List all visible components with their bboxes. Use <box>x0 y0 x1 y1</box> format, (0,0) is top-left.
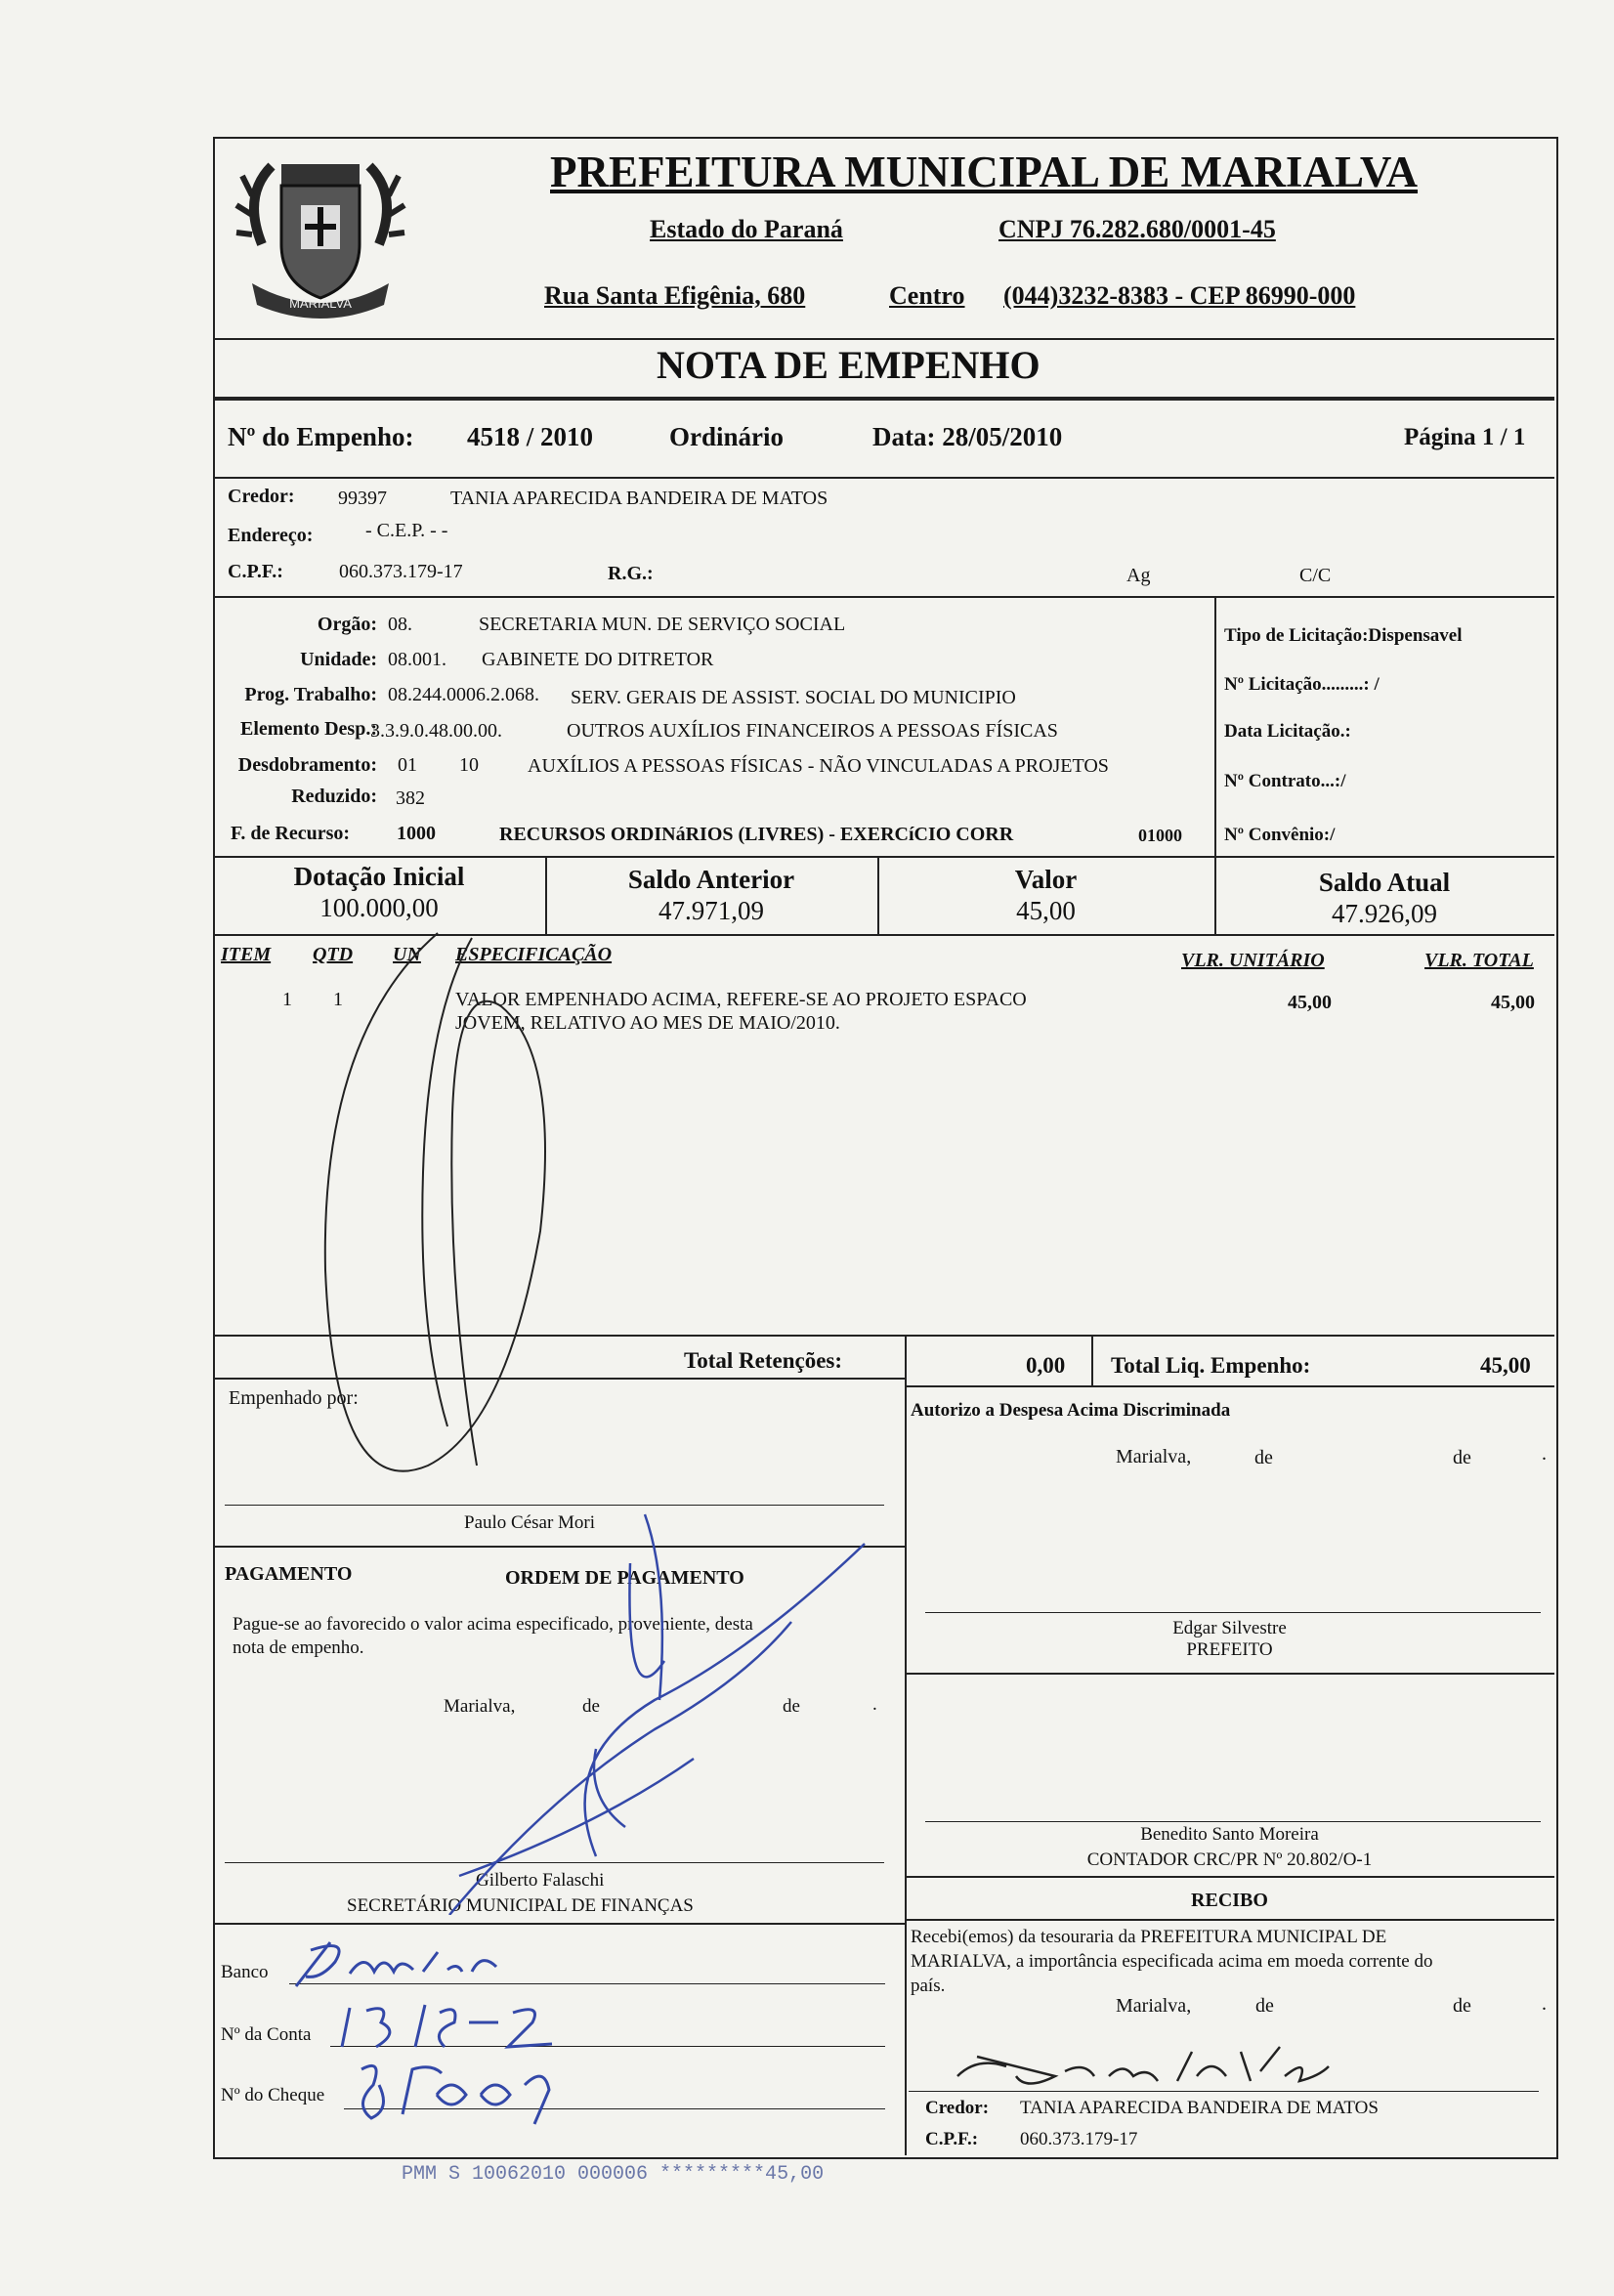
signature-empenhado <box>311 918 584 1524</box>
svg-text:MARIALVA: MARIALVA <box>289 296 352 311</box>
empenhado-name: Paulo César Mori <box>464 1512 596 1533</box>
phone-cep-label: (044)3232-8383 - CEP 86990-000 <box>1003 281 1356 310</box>
address-label: Endereço: <box>228 525 314 546</box>
coat-of-arms-logo <box>223 137 418 332</box>
licitacao-numero: Nº Licitação.........: / <box>1224 674 1380 695</box>
prefeito-role: PREFEITO <box>1186 1639 1273 1660</box>
licitacao-convenio: Nº Convênio:/ <box>1224 825 1336 845</box>
item-number: 1 <box>282 989 292 1010</box>
desdob-label: Desdobramento: <box>237 754 377 776</box>
elemento-code: 3.3.9.0.48.00.00. <box>370 720 502 742</box>
pagamento-de2: de <box>783 1696 800 1717</box>
licitacao-contrato: Nº Contrato...:/ <box>1224 771 1346 791</box>
col-qtd: QTD <box>313 944 354 965</box>
autorizo-city: Marialva, <box>1116 1446 1192 1467</box>
payment-stamp: PMM S 10062010 000006 *********45,00 <box>402 2163 825 2186</box>
ag-label: Ag <box>1126 565 1151 586</box>
orgao-desc: SECRETARIA MUN. DE SERVIÇO SOCIAL <box>479 614 846 635</box>
org-title: PREFEITURA MUNICIPAL DE MARIALVA <box>550 148 1419 196</box>
autorizo-text: Autorizo a Despesa Acima Discriminada <box>911 1400 1231 1421</box>
handwritten-cheque <box>344 2056 569 2128</box>
recibo-line1: Recebi(emos) da tesouraria da PREFEITURA MUNICIPAL DE <box>911 1927 1387 1947</box>
desdob-code2: 10 <box>459 754 479 776</box>
col-item: ITEM <box>221 944 272 965</box>
col-espec: ESPECIFICAÇÃO <box>455 944 613 965</box>
unidade-label: Unidade: <box>300 649 377 670</box>
recibo-de2: de <box>1453 1995 1471 2017</box>
reduzido-label: Reduzido: <box>291 786 377 807</box>
credor-label: Credor: <box>228 486 295 507</box>
item-unit-value: 45,00 <box>1288 992 1332 1013</box>
reduzido-value: 382 <box>396 787 425 809</box>
recibo-cpf-value: 060.373.179-17 <box>1020 2129 1138 2149</box>
pagamento-text-line2: nota de empenho. <box>233 1637 364 1658</box>
saldo-anterior-value: 47.971,09 <box>658 896 764 925</box>
elemento-desc: OUTROS AUXÍLIOS FINANCEIROS A PESSOAS FÍSICAS <box>567 720 1058 742</box>
recurso-code2: 01000 <box>1138 826 1182 845</box>
cc-label: C/C <box>1299 565 1332 586</box>
col-unit: VLR. UNITÁRIO <box>1181 950 1325 971</box>
prog-desc: SERV. GERAIS DE ASSIST. SOCIAL DO MUNICIPIO <box>571 687 1016 708</box>
valor-value: 45,00 <box>1016 896 1076 925</box>
empenho-label: Nº do Empenho: <box>228 422 414 451</box>
address-value: - C.E.P. - - <box>365 520 448 541</box>
autorizo-de1: de <box>1254 1447 1273 1468</box>
secretario-name: Gilberto Falaschi <box>476 1870 605 1891</box>
saldo-atual-value: 47.926,09 <box>1332 899 1437 928</box>
recibo-de1: de <box>1255 1995 1274 2017</box>
state-label: Estado do Paraná <box>650 215 843 243</box>
dotacao-label: Dotação Inicial <box>293 862 465 891</box>
recibo-city: Marialva, <box>1116 1995 1192 2017</box>
dotacao-value: 100.000,00 <box>319 893 439 922</box>
recibo-dot: . <box>1542 1993 1547 2015</box>
orgao-code: 08. <box>388 614 412 635</box>
cpf-value: 060.373.179-17 <box>339 561 463 582</box>
unidade-code: 08.001. <box>388 649 446 670</box>
retencoes-label: Total Retenções: <box>684 1348 843 1373</box>
item-total-value: 45,00 <box>1491 992 1535 1013</box>
pagamento-dot: . <box>872 1694 877 1715</box>
credor-name: TANIA APARECIDA BANDEIRA DE MATOS <box>450 488 828 509</box>
liquido-value: 45,00 <box>1480 1353 1531 1378</box>
unidade-desc: GABINETE DO DITRETOR <box>482 649 714 670</box>
empenho-type: Ordinário <box>669 422 785 451</box>
contador-role: CONTADOR CRC/PR Nº 20.802/O-1 <box>1086 1850 1373 1870</box>
street-label: Rua Santa Efigênia, 680 <box>544 281 806 310</box>
item-desc-line2: JOVEM, RELATIVO AO MES DE MAIO/2010. <box>455 1012 840 1034</box>
prog-code: 08.244.0006.2.068. <box>388 684 539 705</box>
contador-name: Benedito Santo Moreira <box>1140 1824 1319 1845</box>
pagamento-text-line1: Pague-se ao favorecido o valor acima especificado, proveniente, desta <box>233 1614 753 1635</box>
cheque-label: Nº do Cheque <box>221 2085 325 2105</box>
saldo-anterior-label: Saldo Anterior <box>627 865 795 894</box>
banco-label: Banco <box>221 1962 269 1982</box>
col-total: VLR. TOTAL <box>1424 950 1534 971</box>
retencoes-value: 0,00 <box>1026 1353 1066 1378</box>
handwritten-banco <box>291 1933 516 2001</box>
recurso-label: F. de Recurso: <box>231 823 351 844</box>
licitacao-data: Data Licitação.: <box>1224 721 1351 742</box>
district-label: Centro <box>889 281 965 310</box>
empenhado-label: Empenhado por: <box>229 1387 359 1409</box>
recibo-title: RECIBO <box>1191 1890 1268 1911</box>
recibo-line3: país. <box>911 1976 946 1996</box>
valor-label: Valor <box>1014 865 1078 894</box>
elemento-label: Elemento Desp.: <box>240 718 377 740</box>
autorizo-dot: . <box>1542 1443 1547 1465</box>
col-un: UN <box>393 944 421 965</box>
signature-secretario <box>401 1505 870 1915</box>
desdob-desc: AUXÍLIOS A PESSOAS FÍSICAS - NÃO VINCULADAS A PROJETOS <box>528 755 1109 777</box>
prefeito-name: Edgar Silvestre <box>1172 1618 1287 1638</box>
recibo-line2: MARIALVA, a importância especificada acima em moeda corrente do <box>911 1951 1433 1972</box>
pagamento-city: Marialva, <box>444 1696 516 1717</box>
cpf-label: C.P.F.: <box>228 561 283 582</box>
autorizo-de2: de <box>1453 1447 1471 1468</box>
empenho-date: Data: 28/05/2010 <box>872 422 1063 451</box>
licitacao-tipo: Tipo de Licitação:Dispensavel <box>1224 625 1463 646</box>
ordem-pagamento-title: ORDEM DE PAGAMENTO <box>505 1567 744 1589</box>
item-desc-line1: VALOR EMPENHADO ACIMA, REFERE-SE AO PROJETO ESPACO <box>455 989 1027 1010</box>
cnpj-label: CNPJ 76.282.680/0001-45 <box>998 215 1276 243</box>
page-number: Página 1 / 1 <box>1404 424 1526 450</box>
handwritten-conta <box>332 1993 567 2062</box>
recibo-credor-name: TANIA APARECIDA BANDEIRA DE MATOS <box>1020 2098 1379 2118</box>
pagamento-title: PAGAMENTO <box>225 1563 353 1585</box>
liquido-label: Total Liq. Empenho: <box>1111 1353 1311 1378</box>
recurso-code: 1000 <box>397 823 436 844</box>
secretario-role: SECRETÁRIO MUNICIPAL DE FINANÇAS <box>347 1895 694 1916</box>
recibo-credor-label: Credor: <box>925 2098 990 2118</box>
doc-title: NOTA DE EMPENHO <box>657 343 1041 387</box>
pagamento-de1: de <box>582 1696 600 1717</box>
recurso-desc: RECURSOS ORDINáRIOS (LIVRES) - EXERCíCIO CORR <box>499 824 1014 845</box>
recibo-cpf-label: C.P.F.: <box>925 2129 979 2149</box>
item-qtd: 1 <box>333 989 343 1010</box>
rg-label: R.G.: <box>608 563 654 584</box>
conta-label: Nº da Conta <box>221 2024 312 2045</box>
empenho-number: 4518 / 2010 <box>467 422 594 451</box>
desdob-code1: 01 <box>398 754 417 776</box>
orgao-label: Orgão: <box>317 614 377 635</box>
prog-label: Prog. Trabalho: <box>244 684 377 705</box>
saldo-atual-label: Saldo Atual <box>1318 868 1451 897</box>
signature-credor <box>948 2037 1338 2105</box>
credor-code: 99397 <box>338 488 387 509</box>
